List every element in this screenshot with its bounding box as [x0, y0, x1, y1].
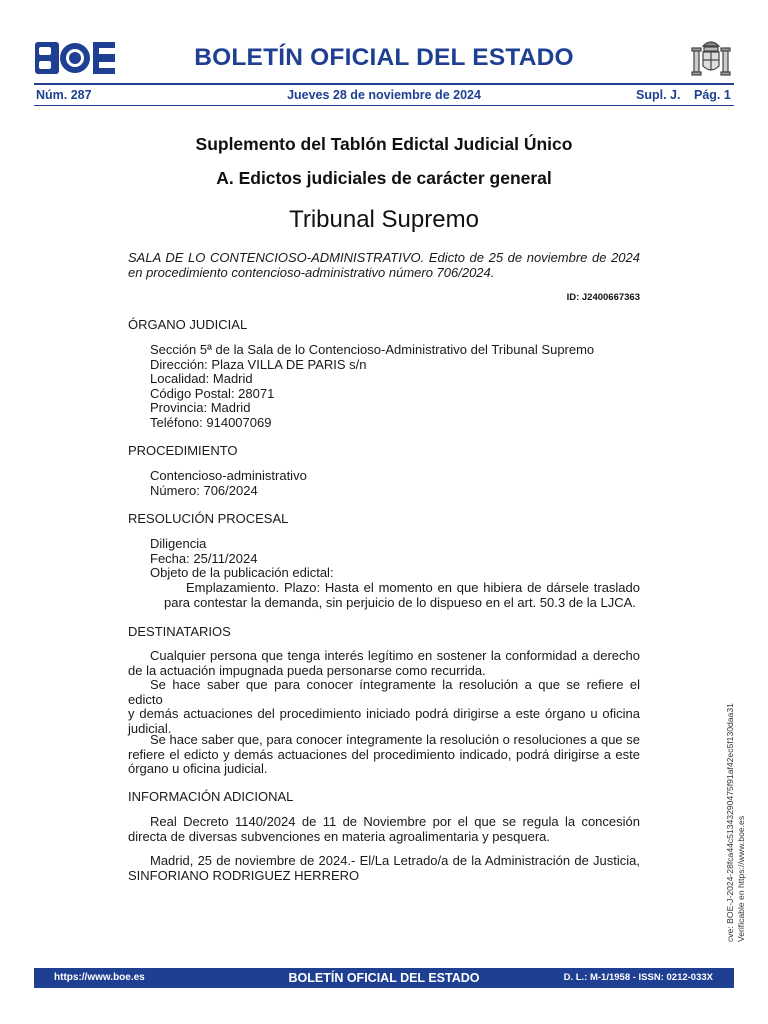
procedimiento-block — [150, 469, 307, 498]
header-rule — [34, 83, 734, 85]
paragraph-line: directa de diversas subvenciones en materia agroalimentaria y pesquera. — [128, 828, 551, 844]
supplement-title: Suplemento del Tablón Edictal Judicial Único — [195, 134, 573, 154]
paragraph-line: Se hace saber que, para conocer íntegramente la resolución o resoluciones a que se — [150, 732, 640, 747]
footer-bar — [34, 968, 734, 988]
destinatarios-p1 — [128, 649, 640, 737]
procedimiento-line: Número: 706/2024 — [150, 482, 258, 498]
issue-number: Núm. 287 — [36, 88, 92, 102]
signature — [128, 854, 640, 883]
coat-of-arms-icon — [690, 36, 732, 80]
paragraph-line: Real Decreto 1140/2024 de 11 de Noviembre por el que se regula la concesión — [150, 814, 640, 829]
procedimiento-line: Contencioso-administrativo — [150, 468, 307, 483]
informacion-p1 — [128, 815, 640, 844]
summary — [128, 251, 640, 280]
paragraph-line: de la actuación impugnada pueda personarse como recurrida. — [128, 662, 486, 678]
resolucion-line: Fecha: 25/11/2024 — [150, 550, 258, 566]
footer-title: BOLETÍN OFICIAL DEL ESTADO — [288, 971, 480, 985]
section-heading: PROCEDIMIENTO — [128, 443, 238, 458]
header-subrule — [34, 105, 734, 106]
resolucion-block — [150, 537, 334, 581]
section-heading: RESOLUCIÓN PROCESAL — [128, 511, 289, 526]
document-id: ID: J2400667363 — [566, 292, 640, 303]
paragraph-line: refiere el edicto y demás actuaciones del procedimiento indicado, podrá dirigirse a este — [128, 746, 640, 762]
court-title: Tribunal Supremo — [289, 206, 479, 233]
resolucion-line: Objeto de la publicación edictal: — [150, 565, 334, 581]
header-title: BOLETÍN OFICIAL DEL ESTADO — [194, 44, 574, 71]
organo-line: Teléfono: 914007069 — [150, 414, 272, 430]
footer-legal: D. L.: M-1/1958 - ISSN: 0212-033X — [563, 972, 713, 983]
resolucion-detail — [164, 581, 640, 610]
organo-line: Código Postal: 28071 — [150, 385, 275, 401]
footer-url[interactable]: https://www.boe.es — [54, 972, 145, 983]
destinatarios-p3 — [128, 733, 640, 777]
section-title: A. Edictos judiciales de carácter general — [216, 168, 552, 188]
organo-line: Sección 5ª de la Sala de lo Contencioso-Administrativo del Tribunal Supremo — [150, 342, 595, 357]
organo-line: Dirección: Plaza VILLA DE PARIS s/n — [150, 356, 367, 372]
cve-code: cve: BOE-J-2024-28fca44c51343290475f91af42ec5f130daa31 — [725, 703, 735, 942]
supplement-label: Supl. J. — [636, 88, 681, 102]
section-heading: DESTINATARIOS — [128, 624, 231, 639]
paragraph-line: Cualquier persona que tenga interés legítimo en sostener la conformidad a derecho — [150, 648, 640, 663]
resolucion-detail-line: Emplazamiento. Plazo: Hasta el momento en que hibiera de dársele traslado — [186, 580, 640, 595]
verify-link[interactable]: Verificable en https://www.boe.es — [735, 815, 746, 942]
paragraph-line: y demás actuaciones del procedimiento iniciado podrá dirigirse a este órgano u oficina — [128, 706, 640, 722]
section-heading: INFORMACIÓN ADICIONAL — [128, 789, 294, 804]
summary-line: en procedimiento contencioso-administrativo número 706/2024. — [128, 264, 495, 280]
verification-sidebar — [725, 703, 746, 942]
signature-line: SINFORIANO RODRIGUEZ HERRERO — [128, 867, 360, 883]
paragraph-line: órgano u oficina judicial. — [128, 761, 268, 777]
signature-line: Madrid, 25 de noviembre de 2024.- El/La Letrado/a de la Administración de Justicia, — [150, 853, 640, 868]
resolucion-detail-line: para contestar la demanda, sin perjuicio de lo dispueso en el art. 50.3 de la LJCA. — [164, 594, 636, 610]
resolucion-line: Diligencia — [150, 536, 207, 551]
organo-block — [150, 343, 594, 431]
organo-line: Localidad: Madrid — [150, 371, 253, 387]
organo-line: Provincia: Madrid — [150, 400, 251, 416]
paragraph-line: judicial. — [128, 720, 172, 736]
page-number: Pág. 1 — [694, 88, 731, 102]
paragraph-line: Se hace saber que para conocer íntegramente la resolución a que se refiere el edicto — [128, 677, 640, 707]
issue-date: Jueves 28 de noviembre de 2024 — [287, 88, 481, 102]
section-heading: ÓRGANO JUDICIAL — [128, 317, 248, 332]
summary-line: SALA DE LO CONTENCIOSO-ADMINISTRATIVO. Edicto de 25 de noviembre de 2024 — [128, 250, 640, 265]
